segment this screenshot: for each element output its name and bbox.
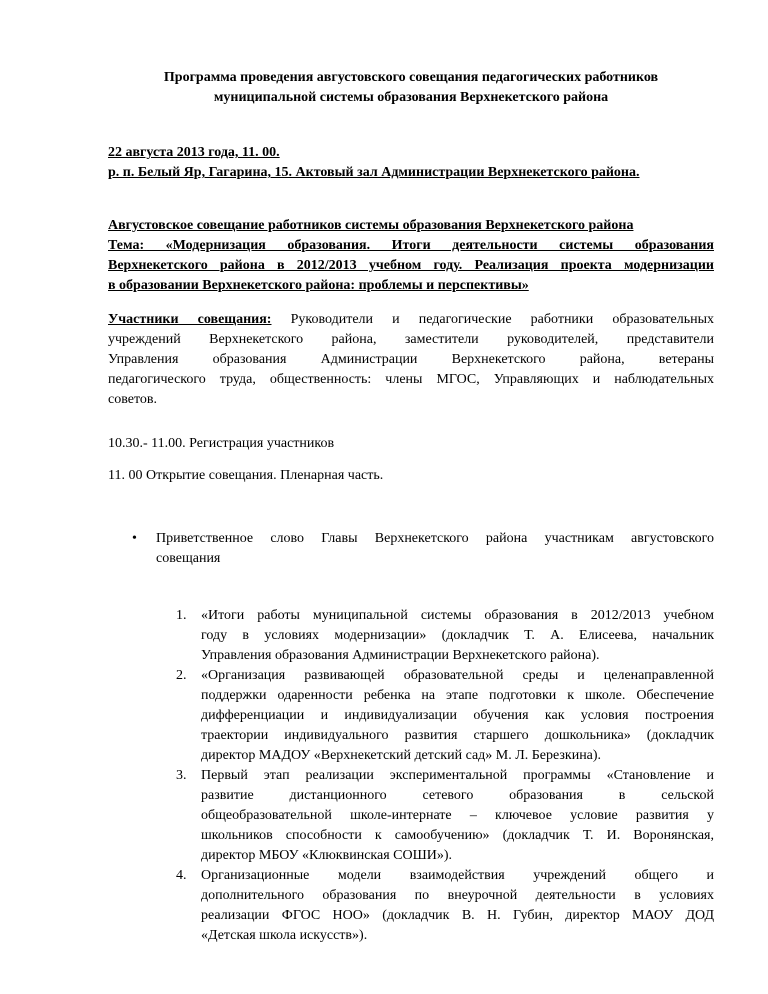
report-3-line-5: директор МБОУ «Клюквинская СОШИ»).: [201, 848, 452, 863]
report-4-line-4: «Детская школа искусств»).: [201, 928, 368, 943]
schedule-opening: 11. 00 Открытие совещания. Пленарная часть.: [108, 468, 384, 483]
report-1-line-3: Управления образования Администрации Верхнекетского района).: [201, 648, 600, 663]
report-4-line-1: Организационные модели взаимодействия учреждений общего и: [201, 868, 714, 883]
topic-line-2: Тема: «Модернизация образования. Итоги деятельности системы образования: [108, 238, 714, 253]
report-2-line-3: дифференциации и индивидуализации обучения как условия построения: [201, 708, 714, 723]
meeting-date: 22 августа 2013 года, 11. 00.: [108, 145, 280, 160]
report-2-line-2: поддержки одаренности ребенка на этапе подготовки к школе. Обеспечение: [201, 688, 714, 703]
participants-line-4: педагогического труда, общественность: члены МГОС, Управляющих и наблюдательных: [108, 372, 714, 387]
report-1-line-2: году в условиях модернизации» (докладчик Т. А. Елисеева, начальник: [201, 628, 714, 643]
list-item: [176, 766, 714, 866]
welcome-bullet-item: [132, 529, 714, 569]
participants-paragraph: [108, 310, 714, 410]
participants-line-1: [108, 310, 714, 330]
title-line-2: муниципальной системы образования Верхнекетского района: [213, 90, 609, 105]
bullet-dot-icon: •: [132, 531, 137, 546]
title-line-1: Программа проведения августовского совещания педагогических работников: [163, 70, 659, 85]
meeting-topic: [108, 216, 714, 296]
topic-line-1: Августовское совещание работников системы образования Верхнекетского района: [108, 218, 634, 233]
list-item: [176, 866, 714, 946]
report-3-line-4: школьников способности к самообучению» (докладчик Т. И. Воронянская,: [201, 828, 714, 843]
meeting-place: р. п. Белый Яр, Гагарина, 15. Актовый зал Администрации Верхнекетского района.: [108, 165, 640, 180]
participants-text-1: Руководители и педагогические работники образовательных: [271, 312, 715, 327]
report-3-line-1: Первый этап реализации экспериментальной программы «Становление и: [201, 768, 714, 783]
list-item-number: 2.: [176, 668, 187, 683]
topic-line-3: Верхнекетского района в 2012/2013 учебном году. Реализация проекта модернизации: [108, 258, 714, 273]
bullet-line-1: Приветственное слово Главы Верхнекетского района участникам августовского: [156, 531, 714, 546]
report-3-line-2: развитие дистанционного сетевого образования в сельской: [201, 788, 714, 803]
list-item-number: 4.: [176, 868, 187, 883]
report-4-line-2: дополнительного образования по внеурочной деятельности в условиях: [201, 888, 714, 903]
reports-list: [176, 606, 714, 946]
participants-line-5: советов.: [108, 392, 157, 407]
participants-line-2: учреждений Верхнекетского района, заместители руководителей, представители: [108, 332, 714, 347]
list-item: [176, 606, 714, 666]
report-2-line-4: траектории индивидуального развития старшего дошкольника» (докладчик: [201, 728, 714, 743]
report-1-line-1: «Итоги работы муниципальной системы образования в 2012/2013 учебном: [201, 608, 714, 623]
list-item-number: 1.: [176, 608, 187, 623]
participants-label: Участники совещания:: [108, 312, 272, 327]
participants-line-3: Управления образования Администрации Верхнекетского района, ветераны: [108, 352, 714, 367]
bullet-line-2: совещания: [156, 551, 221, 566]
report-3-line-3: общеобразовательной школе-интернате – ключевое условие развития у: [201, 808, 714, 823]
list-item: [176, 666, 714, 766]
schedule-registration: 10.30.- 11.00. Регистрация участников: [108, 436, 335, 451]
report-2-line-5: директор МАДОУ «Верхнекетский детский сад» М. Л. Березкина).: [201, 748, 602, 763]
list-item-number: 3.: [176, 768, 187, 783]
meeting-datetime-place: [108, 143, 714, 183]
document-title: [108, 68, 714, 108]
report-4-line-3: реализации ФГОС НОО» (докладчик В. Н. Губин, директор МАОУ ДОД: [201, 908, 714, 923]
topic-line-4: в образовании Верхнекетского района: проблемы и перспективы»: [108, 278, 529, 293]
report-2-line-1: «Организация развивающей образовательной среды и целенаправленной: [201, 668, 714, 683]
